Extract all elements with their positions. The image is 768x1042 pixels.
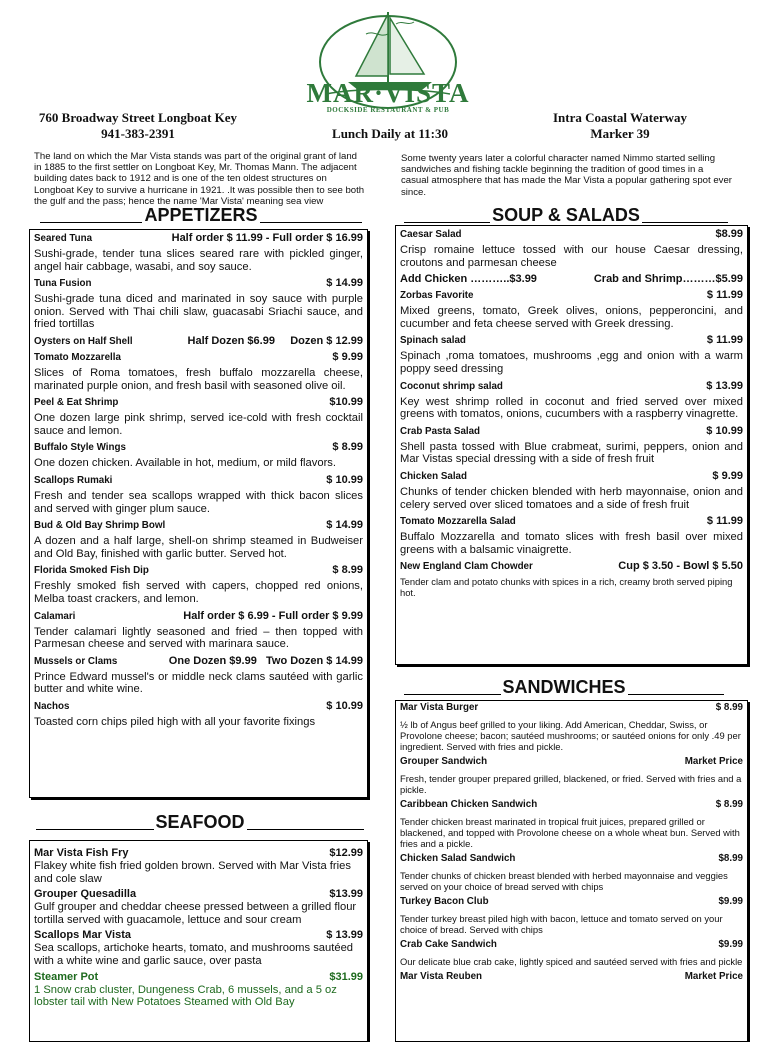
sandwiches-box bbox=[395, 700, 748, 1042]
appetizer-tuna-fusion bbox=[30, 277, 367, 331]
salad-crab-pasta-salad bbox=[396, 425, 747, 466]
item-name: Bud & Old Bay Shrimp Bowl bbox=[34, 520, 166, 532]
item-description: Toasted corn chips piled high with all your favorite fixings bbox=[34, 715, 316, 728]
item-description: One dozen large pink shrimp, served ice-cold with fresh cocktail sauce and lemon. bbox=[34, 412, 363, 437]
item-description: Prince Edward mussel's or middle neck clams sautéed with garlic butter and white wine. bbox=[34, 670, 363, 696]
item-description: Tender calamari lightly seasoned and fried – then topped with Parmesan cheese and served with marinara sauce. bbox=[34, 625, 363, 651]
item-name: Oysters on Half Shell bbox=[34, 335, 133, 347]
appetizers-box bbox=[29, 229, 368, 798]
sandwich-grouper-sandwich bbox=[396, 756, 747, 795]
item-name: Nachos bbox=[34, 700, 70, 712]
item-name: Caesar Salad bbox=[400, 229, 462, 240]
item-name: Turkey Bacon Club bbox=[400, 896, 489, 907]
item-name: Calamari bbox=[34, 610, 76, 622]
salad-add-chicken-3-99 bbox=[396, 273, 747, 285]
seafood-steamer-pot bbox=[30, 971, 367, 1009]
item-price: $ 14.99 bbox=[326, 519, 363, 532]
appetizer-calamari bbox=[30, 610, 367, 651]
item-price: $31.99 bbox=[329, 970, 363, 983]
item-name: Tomato Mozzarella Salad bbox=[400, 516, 516, 528]
item-price: Market Price bbox=[684, 971, 743, 982]
history-left: The land on which the Mar Vista stands was part of the original grant of land in 1885 to the first settler on Longboat Key, Mr. Thomas Mann. The adjacent building dates back to 1912 and is one of the ten oldest structures on Longboat Key to survive a hurricane in 1921. .It was possible then to see both the gulf and the pass; hence the name 'Mar Vista' meaning sea view bbox=[34, 151, 365, 207]
seafood-mar-vista-fish-fry bbox=[30, 847, 367, 885]
item-description: Sea scallops, artichoke hearts, tomato, and mushrooms sautéed with a white wine and garlic sauce, over pasta bbox=[34, 942, 354, 967]
item-description: Tender chunks of chicken breast blended with herbed mayonnaise and veggies served on your choice of bread served with chips bbox=[400, 870, 728, 892]
item-name: Grouper Sandwich bbox=[400, 756, 488, 767]
item-description: Tender turkey breast piled high with bacon, lettuce and tomato served on your choice of bread. Served with chips bbox=[400, 913, 723, 935]
marker: Marker 39 bbox=[590, 126, 650, 141]
item-name: Buffalo Style Wings bbox=[34, 442, 126, 454]
item-description: Key west shrimp rolled in coconut and fried served over mixed greens with tomatos, onions, cucumbers with a raspberry vinagrette. bbox=[400, 395, 743, 421]
item-name: Seared Tuna bbox=[34, 233, 93, 244]
history-right: Some twenty years later a colorful character named Nimmo started selling sandwiches and fishing tackle beginning the tradition of good times in a casual atmosphere that has made the Mar Vista a popular gathering spot ever since. bbox=[401, 153, 733, 198]
item-name: Coconut shrimp salad bbox=[400, 380, 503, 392]
item-name: Caribbean Chicken Sandwich bbox=[400, 799, 538, 810]
item-price: Half Dozen $6.99 Dozen $ 12.99 bbox=[187, 334, 363, 347]
seafood-heading: SEAFOOD bbox=[36, 812, 364, 833]
soups-box bbox=[395, 225, 748, 665]
item-name: Mar Vista Reuben bbox=[400, 971, 483, 982]
item-description: Fresh, tender grouper prepared grilled, blackened, or fried. Served with fries and a pickle. bbox=[400, 773, 742, 795]
item-price: Market Price bbox=[684, 756, 743, 767]
appetizer-peel-eat-shrimp bbox=[30, 396, 367, 437]
item-name: Scallops Rumaki bbox=[34, 474, 113, 486]
salad-zorbas-favorite bbox=[396, 289, 747, 330]
item-description: Mixed greens, tomato, Greek olives, onions, pepperoncini, and cucumber and feta cheese served with Greek dressing. bbox=[400, 305, 743, 330]
item-name: Mar Vista Fish Fry bbox=[34, 847, 129, 859]
phone: 941-383-2391 bbox=[101, 126, 175, 141]
item-price: Crab and Shrimp………$5.99 bbox=[593, 273, 743, 286]
item-price: $13.99 bbox=[329, 888, 363, 901]
lunch-hours: Lunch Daily at 11:30 bbox=[332, 126, 448, 141]
sandwich-crab-cake-sandwich bbox=[396, 939, 747, 967]
appetizer-oysters-on-half-shell bbox=[30, 335, 367, 347]
item-price: Half order $ 6.99 - Full order $ 9.99 bbox=[183, 609, 363, 622]
salad-caesar-salad bbox=[396, 228, 747, 269]
item-description: Buffalo Mozzarella and tomato slices with fresh basil over mixed greens with a balsamic vinaigrette. bbox=[400, 531, 743, 556]
sandwich-turkey-bacon-club bbox=[396, 896, 747, 935]
salad-tomato-mozzarella-salad bbox=[396, 515, 747, 556]
item-description: 1 Snow crab cluster, Dungeness Crab, 6 mussels, and a 5 oz lobster tail with New Potatoes Steamed with Old Bay bbox=[34, 983, 337, 1009]
item-description: Tender chicken breast marinated in tropical fruit juices, prepared grilled or blackened, and topped with Provolone cheese on a whole wheat bun. Served with fries and a pickle. bbox=[400, 816, 740, 849]
item-description: Sushi-grade tuna diced and marinated in soy sauce with purple onion. Served with Thai chili slaw, guacasabi Sriachi sauce, and fried tortillas bbox=[34, 293, 363, 331]
item-price: $ 8.99 bbox=[332, 564, 363, 577]
logo-name: MAR·VISTA bbox=[306, 78, 470, 108]
appetizer-scallops-rumaki bbox=[30, 474, 367, 515]
seafood-box bbox=[29, 840, 368, 1042]
item-price: $ 8.99 bbox=[715, 702, 743, 713]
item-price: One Dozen $9.99 Two Dozen $ 14.99 bbox=[168, 654, 363, 667]
item-name: Tuna Fusion bbox=[34, 278, 92, 290]
item-name: Chicken Salad bbox=[400, 470, 467, 482]
sandwich-mar-vista-burger bbox=[396, 702, 747, 752]
item-name: Chicken Salad Sandwich bbox=[400, 853, 516, 864]
item-price: $ 9.99 bbox=[712, 469, 743, 482]
item-description: Chunks of tender chicken blended with herb mayonnaise, onion and celery served over sliced tomatoes and a side of fresh fruit bbox=[400, 485, 743, 511]
item-name: Florida Smoked Fish Dip bbox=[34, 565, 149, 577]
item-name: Mar Vista Burger bbox=[400, 702, 479, 713]
item-price: $ 10.99 bbox=[326, 473, 363, 486]
item-name: Add Chicken ………..$3.99 bbox=[400, 273, 537, 286]
item-description: One dozen chicken. Available in hot, medium, or mild flavors. bbox=[34, 457, 337, 470]
item-description: Shell pasta tossed with Blue crabmeat, surimi, peppers, onion and Mar Vistas special dressing with a side of fresh fruit bbox=[400, 440, 743, 466]
item-description: Freshly smoked fish served with capers, chopped red onions, Melba toast crackers, and lemon. bbox=[34, 580, 363, 605]
sandwich-mar-vista-reuben bbox=[396, 971, 747, 982]
item-name: Spinach salad bbox=[400, 335, 466, 347]
item-price: $10.99 bbox=[329, 396, 363, 409]
appetizers-heading: APPETIZERS bbox=[40, 205, 362, 226]
salad-coconut-shrimp-salad bbox=[396, 380, 747, 421]
sandwich-chicken-salad-sandwich bbox=[396, 853, 747, 892]
item-price: $9.99 bbox=[718, 896, 743, 907]
appetizer-nachos bbox=[30, 700, 367, 729]
item-price: $ 10.99 bbox=[326, 699, 363, 712]
appetizer-buffalo-style-wings bbox=[30, 441, 367, 470]
item-description: Spinach ,roma tomatoes, mushrooms ,egg and onion with a warm poppy seed dressing bbox=[400, 350, 743, 375]
item-name: New England Clam Chowder bbox=[400, 561, 533, 573]
item-price: $ 10.99 bbox=[706, 424, 743, 437]
item-price: $9.99 bbox=[718, 939, 743, 950]
logo-subtitle: DOCKSIDE RESTAURANT & PUB bbox=[326, 106, 450, 114]
sandwich-caribbean-chicken-sandwich bbox=[396, 799, 747, 849]
item-description: ½ lb of Angus beef grilled to your liking. Add American, Cheddar, Swiss, or Provolone cheese; bacon; sautéed mushrooms; or sautéed onions for only .49 per ingredient. Served with fries and pickle. bbox=[400, 719, 741, 752]
item-price: Cup $ 3.50 - Bowl $ 5.50 bbox=[618, 560, 743, 573]
item-name: Peel & Eat Shrimp bbox=[34, 397, 119, 409]
item-price: $ 11.99 bbox=[706, 515, 743, 528]
item-price: $8.99 bbox=[715, 228, 743, 240]
appetizer-seared-tuna bbox=[30, 232, 367, 273]
appetizer-bud-old-bay-shrimp-bowl bbox=[30, 519, 367, 560]
item-description: A dozen and a half large, shell-on shrimp steamed in Budweiser and Old Bay, finished with garlic butter. Served hot. bbox=[34, 535, 363, 560]
item-price: $ 13.99 bbox=[326, 929, 363, 942]
salad-spinach-salad bbox=[396, 334, 747, 375]
item-name: Tomato Mozzarella bbox=[34, 351, 121, 363]
item-name: Zorbas Favorite bbox=[400, 290, 474, 302]
seafood-grouper-quesadilla bbox=[30, 888, 367, 926]
item-price: $ 8.99 bbox=[332, 441, 363, 454]
item-name: Crab Pasta Salad bbox=[400, 425, 481, 437]
item-price: $12.99 bbox=[329, 847, 363, 859]
item-price: Half order $ 11.99 - Full order $ 16.99 bbox=[171, 232, 363, 244]
item-description: Gulf grouper and cheddar cheese pressed between a grilled flour tortilla served with guacamole, lettuce and sour cream bbox=[34, 901, 357, 926]
item-description: Slices of Roma tomatoes, fresh buffalo mozzarella cheese, marinated purple onion, and fresh basil with seasoned olive oil. bbox=[34, 366, 363, 392]
item-description: Tender clam and potato chunks with spices in a rich, creamy broth served piping hot. bbox=[400, 576, 733, 599]
waterway: Intra Coastal Waterway bbox=[552, 110, 688, 125]
item-description: Our delicate blue crab cake, lightly spiced and sautéed served with fries and pickle bbox=[400, 956, 743, 967]
sandwiches-heading: SANDWICHES bbox=[404, 677, 724, 698]
item-name: Mussels or Clams bbox=[34, 655, 118, 667]
item-price: $ 11.99 bbox=[706, 289, 743, 302]
salad-new-england-clam-chowder bbox=[396, 560, 747, 598]
item-price: $ 9.99 bbox=[332, 350, 363, 363]
soups-heading: SOUP & SALADS bbox=[404, 205, 728, 226]
item-price: $8.99 bbox=[718, 853, 743, 864]
item-name: Grouper Quesadilla bbox=[34, 888, 137, 901]
item-description: Flakey white fish fried golden brown. Served with Mar Vista fries and cole slaw bbox=[34, 860, 351, 885]
seafood-scallops-mar-vista bbox=[30, 929, 367, 967]
item-description: Sushi-grade, tender tuna slices seared rare with pickled ginger, angel hair cabbage, wasabi, and soy sauce. bbox=[34, 248, 363, 273]
item-price: $ 14.99 bbox=[326, 277, 363, 290]
item-name: Crab Cake Sandwich bbox=[400, 939, 497, 950]
appetizer-florida-smoked-fish-dip bbox=[30, 564, 367, 605]
item-description: Fresh and tender sea scallops wrapped with thick bacon slices and served with ginger plum sauce. bbox=[34, 489, 363, 515]
item-description: Crisp romaine lettuce tossed with our house Caesar dressing, croutons and parmesan cheese bbox=[400, 244, 743, 269]
item-name: Steamer Pot bbox=[34, 970, 99, 983]
salad-chicken-salad bbox=[396, 470, 747, 511]
appetizer-tomato-mozzarella bbox=[30, 351, 367, 392]
item-price: $ 13.99 bbox=[706, 379, 743, 392]
item-price: $ 8.99 bbox=[715, 799, 743, 810]
appetizer-mussels-or-clams bbox=[30, 655, 367, 696]
address: 760 Broadway Street Longboat Key bbox=[38, 110, 238, 125]
item-price: $ 11.99 bbox=[706, 334, 743, 347]
item-name: Scallops Mar Vista bbox=[34, 929, 132, 942]
